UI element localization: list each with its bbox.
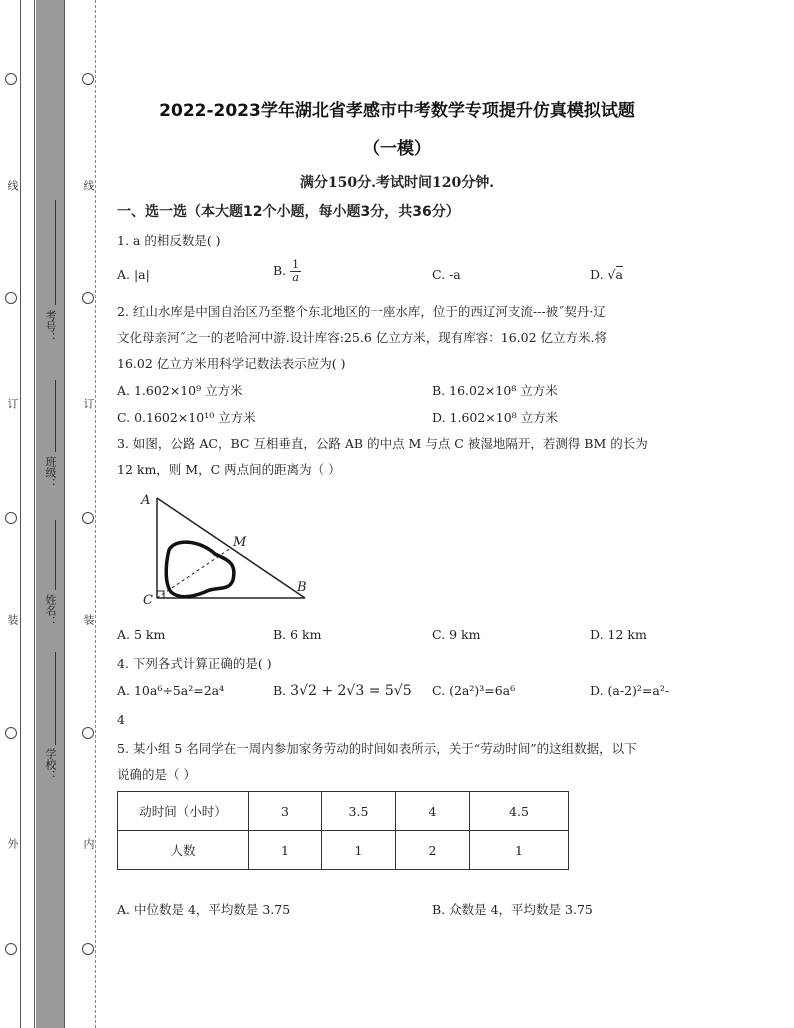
q3-option-b[interactable]: B. 6 km bbox=[273, 627, 322, 642]
q4-option-d-continuation: 4 bbox=[117, 712, 125, 727]
exam-number-blank[interactable] bbox=[55, 200, 56, 305]
q5-line2: 说确的是（ ） bbox=[117, 767, 196, 782]
q4-stem: 4. 下列各式计算正确的是( ) bbox=[117, 656, 272, 671]
binding-hole-inner-1 bbox=[82, 73, 94, 85]
wetland-region bbox=[166, 542, 234, 596]
table-cell: 动时间（小时） bbox=[118, 792, 249, 831]
binding-hole-1 bbox=[5, 73, 17, 85]
q5-data-table bbox=[117, 791, 569, 870]
q3-line2: 12 km，则 M，C 两点间的距离为（ ） bbox=[117, 462, 341, 477]
binding-hole-3 bbox=[5, 512, 17, 524]
inner-mark-xian: 线 bbox=[82, 180, 95, 191]
table-row bbox=[118, 831, 569, 870]
binding-hole-inner-2 bbox=[82, 292, 94, 304]
q3-option-c[interactable]: C. 9 km bbox=[432, 627, 481, 642]
outer-mark-ding: 订 bbox=[6, 398, 19, 409]
field-exam-number-label: 考号： bbox=[44, 310, 57, 343]
q4-option-a[interactable]: A. 10a⁶÷5a²=2a⁴ bbox=[117, 683, 225, 698]
q2-option-b[interactable]: B. 16.02×10⁸ 立方米 bbox=[432, 383, 558, 398]
q1-fraction-numerator: 1 bbox=[292, 258, 300, 271]
table-cell: 3 bbox=[249, 792, 322, 831]
class-blank[interactable] bbox=[55, 380, 56, 452]
table-cell: 3.5 bbox=[322, 792, 396, 831]
q5-option-a[interactable]: A. 中位数是 4，平均数是 3.75 bbox=[117, 902, 291, 917]
paper-subtitle: 满分150分.考试时间120分钟. bbox=[299, 175, 495, 191]
q1-option-a[interactable]: A. |a| bbox=[117, 267, 150, 282]
q3-line1: 3. 如图，公路 AC，BC 互相垂直，公路 AB 的中点 M 与点 C 被湿地隔开，若测得 BM 的长为 bbox=[117, 436, 648, 451]
table-cell: 4.5 bbox=[470, 792, 569, 831]
binding-hole-2 bbox=[5, 292, 17, 304]
q2-line2: 文化母亲河˝之一的老哈河中游.设计库容:25.6 亿立方米，现有库容：16.02 亿立方米.将 bbox=[117, 330, 607, 345]
q2-option-a[interactable]: A. 1.602×10⁹ 立方米 bbox=[117, 383, 243, 398]
label-b: B bbox=[297, 580, 307, 595]
q1-option-d-prefix: D. bbox=[590, 267, 604, 282]
inner-mark-nei: 内 bbox=[82, 838, 95, 849]
q3-option-a[interactable]: A. 5 km bbox=[117, 627, 166, 642]
q2-option-c[interactable]: C. 0.1602×10¹⁰ 立方米 bbox=[117, 410, 256, 425]
q5-option-b[interactable]: B. 众数是 4，平均数是 3.75 bbox=[432, 902, 593, 917]
outer-mark-wai: 外 bbox=[6, 838, 19, 849]
paper-title-line2: （一模） bbox=[363, 139, 431, 159]
table-cell: 1 bbox=[470, 831, 569, 870]
q2-line1: 2. 红山水库是中国自治区乃至整个东北地区的一座水库，位于的西辽河支流---被˝契丹·辽 bbox=[117, 304, 606, 319]
outer-mark-zhuang: 装 bbox=[6, 614, 19, 625]
outer-mark-xian: 线 bbox=[6, 180, 19, 191]
field-class-label: 班级： bbox=[44, 456, 57, 489]
name-blank[interactable] bbox=[55, 520, 56, 590]
label-a: A bbox=[141, 493, 151, 508]
table-cell: 人数 bbox=[118, 831, 249, 870]
table-row bbox=[118, 792, 569, 831]
q4-option-b[interactable] bbox=[273, 683, 412, 699]
q1-option-b-prefix: B. bbox=[273, 263, 287, 278]
sqrt-icon: √ bbox=[607, 267, 616, 282]
label-m: M bbox=[233, 535, 247, 550]
field-name-label: 姓名： bbox=[44, 594, 57, 627]
table-cell: 1 bbox=[322, 831, 396, 870]
q1-option-b[interactable] bbox=[273, 259, 301, 284]
q3-option-d[interactable]: D. 12 km bbox=[590, 627, 647, 642]
table-cell: 1 bbox=[249, 831, 322, 870]
q2-line3: 16.02 亿立方米用科学记数法表示应为( ) bbox=[117, 356, 346, 371]
label-c: C bbox=[143, 593, 153, 608]
q1-option-c[interactable]: C. -a bbox=[432, 267, 461, 282]
paper-title-line1: 2022-2023学年湖北省孝感市中考数学专项提升仿真模拟试题 bbox=[159, 101, 635, 121]
q4-option-b-expression: 3√2 + 2√3 = 5√5 bbox=[290, 683, 412, 699]
q4-option-d[interactable]: D. (a-2)²=a²- bbox=[590, 683, 670, 698]
q1-option-b-fraction bbox=[290, 259, 301, 284]
q5-line1: 5. 某小组 5 名同学在一周内参加家务劳动的时间如表所示，关于“劳动时间”的这组数据，以下 bbox=[117, 741, 637, 756]
school-blank[interactable] bbox=[55, 652, 56, 745]
q1-option-d-radicand: a bbox=[615, 267, 623, 282]
binding-hole-inner-3 bbox=[82, 512, 94, 524]
q4-option-b-prefix: B. bbox=[273, 683, 287, 698]
q4-option-c[interactable]: C. (2a²)³=6a⁶ bbox=[432, 683, 516, 698]
q1-fraction-denominator: a bbox=[292, 271, 299, 284]
inner-mark-zhuang: 装 bbox=[82, 614, 95, 625]
inner-mark-ding: 订 bbox=[82, 398, 95, 409]
table-cell: 2 bbox=[396, 831, 470, 870]
binding-hole-5 bbox=[5, 943, 17, 955]
field-school-label: 学校： bbox=[44, 748, 57, 781]
q2-option-d[interactable]: D. 1.602×10⁸ 立方米 bbox=[432, 410, 559, 425]
q1-stem: 1. a 的相反数是( ) bbox=[117, 233, 221, 248]
q3-triangle-figure bbox=[135, 488, 315, 610]
section-heading: 一、选一选（本大题12个小题，每小题3分，共36分） bbox=[117, 204, 460, 220]
binding-hole-inner-5 bbox=[82, 943, 94, 955]
binding-hole-4 bbox=[5, 727, 17, 739]
q1-option-d[interactable] bbox=[590, 267, 623, 282]
table-cell: 4 bbox=[396, 792, 470, 831]
binding-hole-inner-4 bbox=[82, 727, 94, 739]
